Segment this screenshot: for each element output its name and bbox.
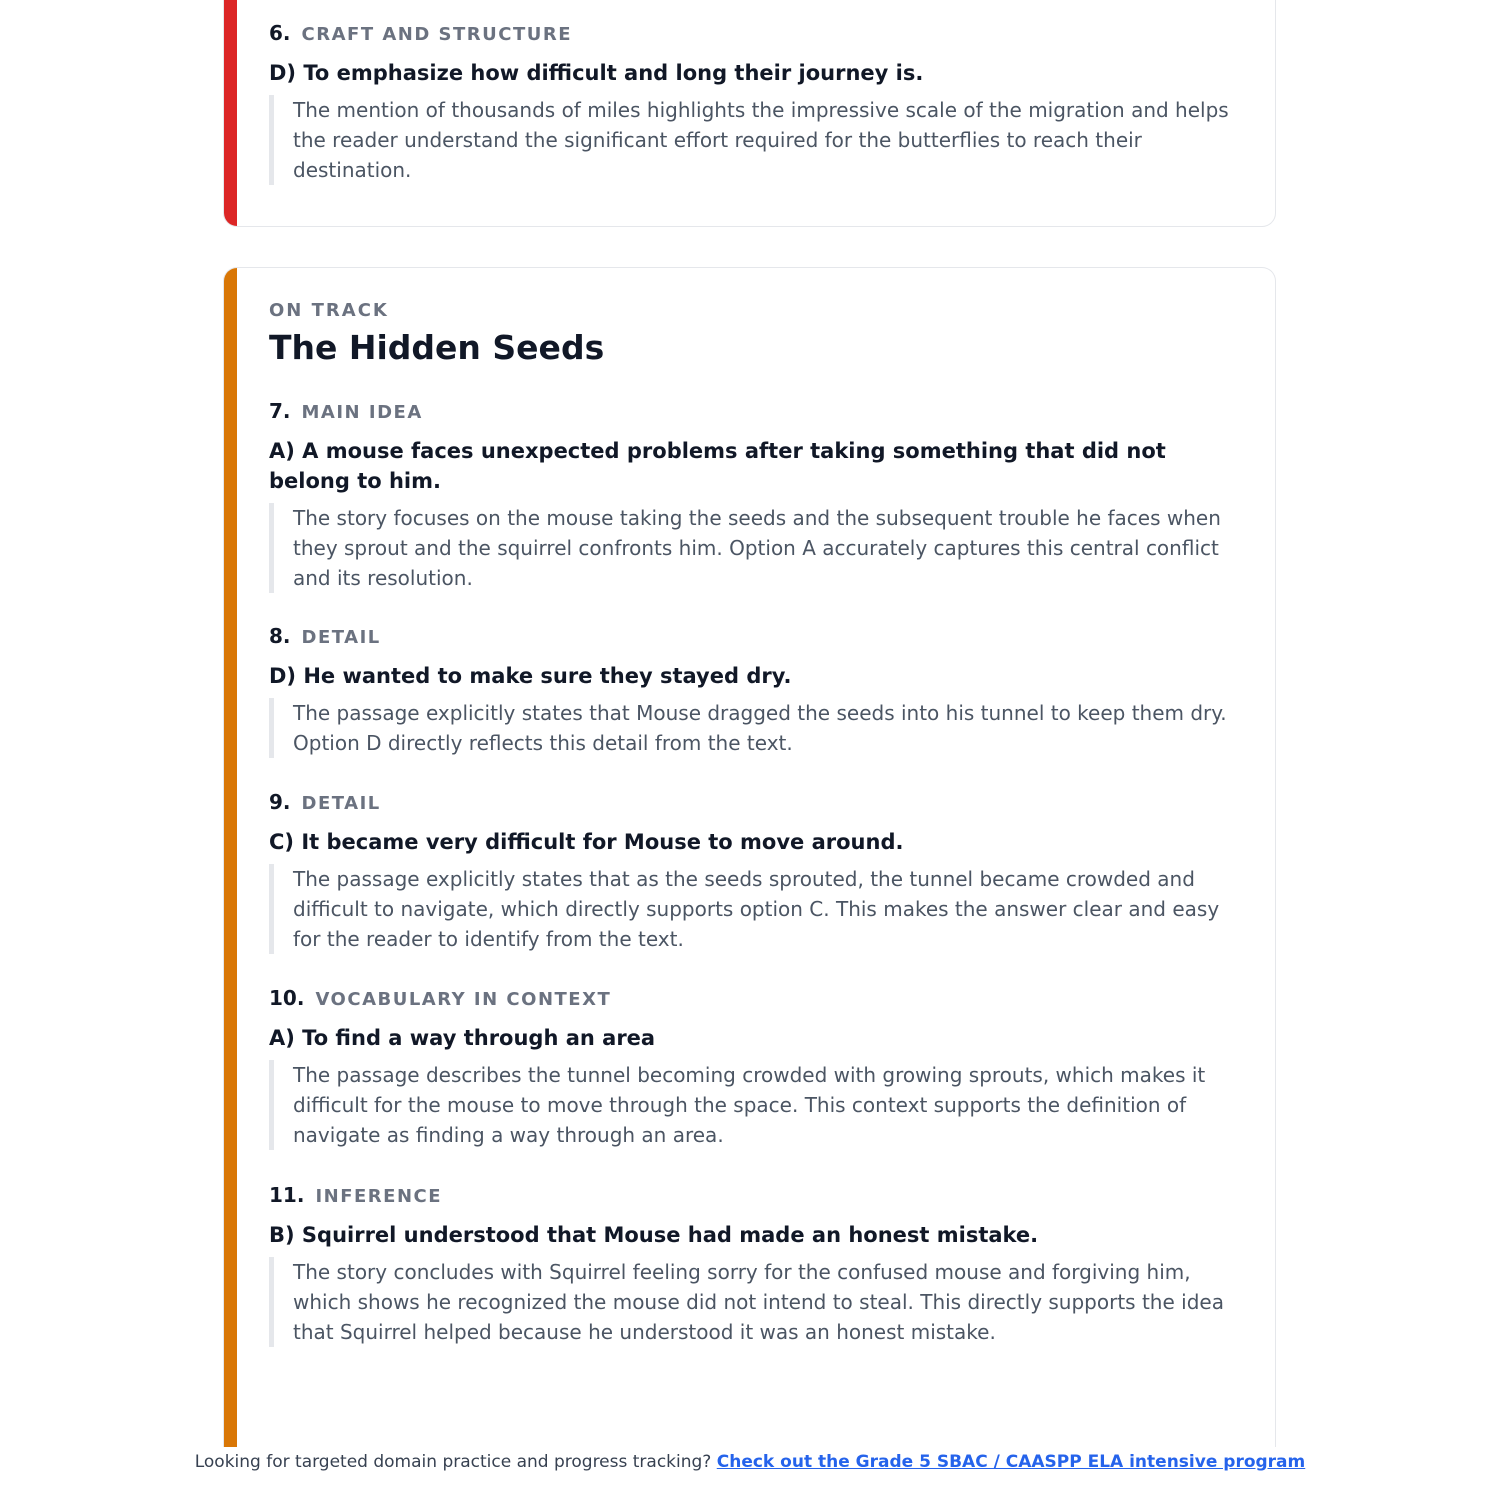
story-title: The Hidden Seeds	[269, 328, 605, 367]
question-number: 10.	[269, 986, 305, 1010]
question-answer: D) He wanted to make sure they stayed dry.	[269, 664, 792, 688]
status-label: ON TRACK	[269, 300, 389, 321]
question-number: 9.	[269, 790, 291, 814]
footer	[0, 1452, 1500, 1472]
question-number: 8.	[269, 624, 291, 648]
question-header	[269, 790, 1229, 820]
question-answer: B) Squirrel understood that Mouse had made an honest mistake.	[269, 1223, 1039, 1247]
story-card-previous	[223, 0, 1276, 227]
card-accent-bar	[224, 0, 237, 226]
intensive-program-link[interactable]: Check out the Grade 5 SBAC / CAASPP ELA intensive program	[716, 1452, 1306, 1472]
question-10	[269, 986, 1229, 1150]
question-header	[269, 399, 1229, 429]
question-header	[269, 1183, 1229, 1213]
question-header	[269, 21, 1229, 51]
question-7	[269, 399, 1229, 593]
question-8	[269, 624, 1229, 758]
question-category: INFERENCE	[315, 1186, 443, 1207]
question-explanation: The passage explicitly states that as the seeds sprouted, the tunnel became crowded and difficult to navigate, which directly supports option C. This makes the answer clear and easy for the reader to identify from the text.	[269, 864, 1229, 954]
question-header	[269, 986, 1229, 1016]
question-category: MAIN IDEA	[301, 402, 423, 423]
question-number: 7.	[269, 399, 291, 423]
question-category: CRAFT AND STRUCTURE	[301, 24, 573, 45]
card-accent-bar	[224, 268, 237, 1447]
question-category: VOCABULARY IN CONTEXT	[315, 989, 612, 1010]
question-number: 6.	[269, 21, 291, 45]
question-answer: A) A mouse faces unexpected problems after taking something that did not belong to him.	[269, 439, 1166, 493]
question-explanation: The passage explicitly states that Mouse dragged the seeds into his tunnel to keep them dry. Option D directly reflects this detail from the text.	[269, 698, 1229, 758]
question-11	[269, 1183, 1229, 1347]
question-answer: D) To emphasize how difficult and long their journey is.	[269, 61, 924, 85]
story-card-hidden-seeds	[223, 267, 1276, 1447]
footer-text: Looking for targeted domain practice and progress tracking?	[194, 1452, 712, 1472]
question-explanation: The story concludes with Squirrel feeling sorry for the confused mouse and forgiving him, which shows he recognized the mouse did not intend to steal. This directly supports the idea that Squirrel helped because he understood it was an honest mistake.	[269, 1257, 1229, 1347]
question-category: DETAIL	[301, 627, 381, 648]
question-header	[269, 624, 1229, 654]
question-number: 11.	[269, 1183, 305, 1207]
question-explanation: The story focuses on the mouse taking the seeds and the subsequent trouble he faces when they sprout and the squirrel confronts him. Option A accurately captures this central conflict and its resolution.	[269, 503, 1229, 593]
question-9	[269, 790, 1229, 954]
question-6	[269, 21, 1229, 185]
question-answer: A) To find a way through an area	[269, 1026, 656, 1050]
question-explanation: The passage describes the tunnel becoming crowded with growing sprouts, which makes it difficult for the mouse to move through the space. This context supports the definition of navigate as finding a way through an area.	[269, 1060, 1229, 1150]
question-answer: C) It became very difficult for Mouse to move around.	[269, 830, 904, 854]
question-category: DETAIL	[301, 793, 381, 814]
question-explanation: The mention of thousands of miles highlights the impressive scale of the migration and helps the reader understand the significant effort required for the butterflies to reach their destination.	[269, 95, 1229, 185]
